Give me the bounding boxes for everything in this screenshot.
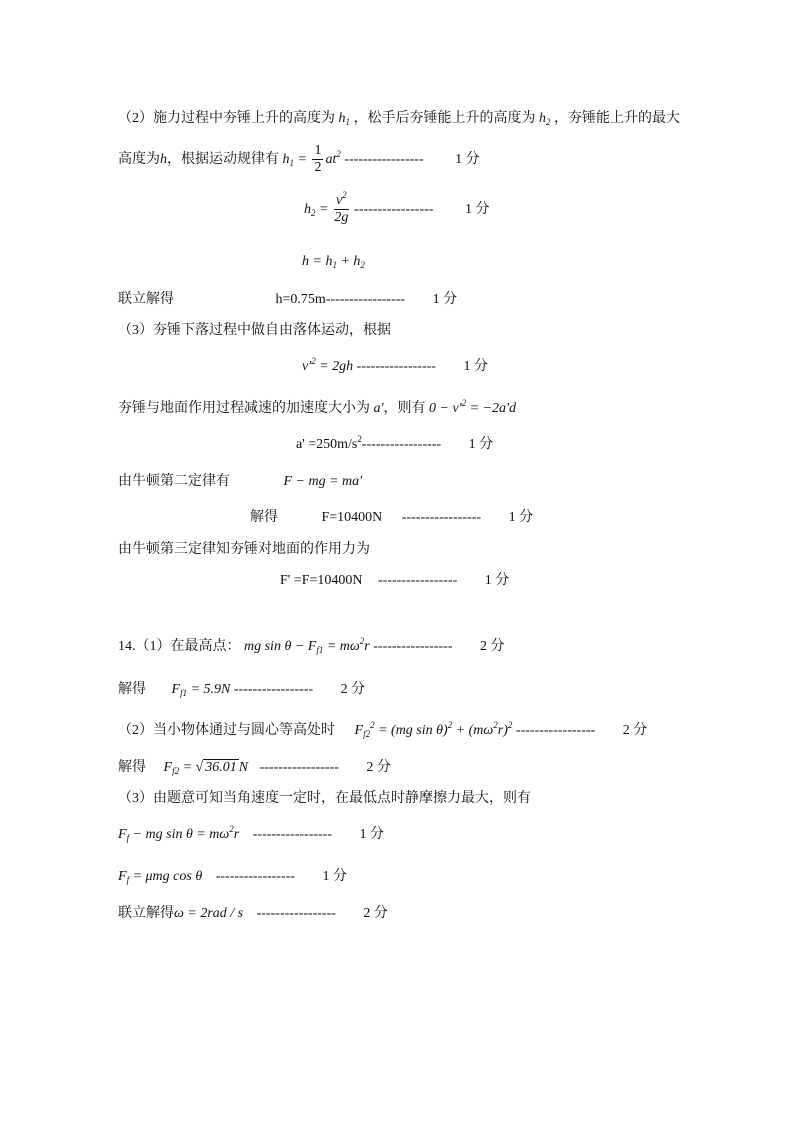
a-result: a' =250m/s	[296, 437, 358, 452]
dashes: -----------------	[378, 573, 458, 588]
F-result-line	[250, 509, 533, 527]
part3-decel: 夯锤与地面作用过程减速的加速度大小为 a'，则有 $0 - v'^2 = -2a'd$	[118, 398, 517, 416]
a-result-line: $a' =250m/s^2-----------------$ 1 分	[296, 434, 494, 452]
score: 2 分	[366, 760, 391, 775]
h1-symbol: $h_1$	[338, 111, 350, 127]
F-prime-line	[280, 572, 509, 590]
score: 1 分	[359, 827, 385, 842]
h2-symbol: $h_2$	[539, 111, 551, 127]
score: 1 分	[322, 869, 347, 884]
q14-Ff1-line: 解得 $F_{f1} = 5.9N$ ----------------- 2 分	[118, 682, 366, 698]
text: 夯锤与地面作用过程减速的加速度大小为	[118, 401, 370, 416]
text: 解得	[250, 510, 278, 525]
score: 1 分	[508, 510, 534, 525]
score: 1 分	[464, 202, 490, 217]
text: 解得	[118, 682, 146, 697]
score: 2 分	[480, 639, 505, 654]
F-prime: F' =F=10400N	[280, 573, 363, 588]
text: 联立解得	[118, 906, 174, 921]
dashes: -----------------	[361, 437, 442, 452]
score: 1 分	[484, 573, 510, 588]
score: 2 分	[622, 723, 648, 738]
score: 2 分	[340, 682, 366, 697]
dashes: -----------------	[356, 359, 436, 374]
text: 由牛顿第二定律有	[118, 474, 230, 489]
omega-value: 2rad / s	[200, 906, 244, 921]
text: ，松手后夯锤能上升的高度为	[353, 111, 536, 126]
part3-intro: （3）夯锤下落过程中做自由落体运动，根据	[118, 323, 391, 338]
dashes: -----------------	[325, 292, 406, 307]
dashes: -----------------	[515, 723, 596, 738]
dashes: -----------------	[344, 152, 424, 167]
part2-combine	[118, 291, 457, 309]
h-result: h=0.75m	[275, 292, 326, 307]
dashes: -----------------	[256, 906, 336, 921]
score: 2 分	[363, 906, 388, 921]
text: （2）施力过程中夯锤上升的高度为	[118, 111, 335, 126]
eq-h2-line: $h_2$ = $\frac{v^2}{2g}$ ----------------- 1 分	[304, 190, 490, 226]
score: 1 分	[468, 437, 494, 452]
dashes: -----------------	[401, 510, 482, 525]
F-result: F=10400N	[321, 510, 383, 525]
q14-part1: 14.（1）在最高点： mg $\sin \theta - F_{f1} = m\omega^2r$ ----------------- 2 分	[118, 636, 505, 655]
q14-eq1: $F_f$ − mg $\sin \theta = m\omega^2r$ ----------------- 1 分	[118, 824, 385, 843]
q14-Ff2-line: 解得 $F_{f2}$ = √ 36.01 N ----------------- 2 分	[118, 760, 391, 776]
dashes: -----------------	[259, 760, 339, 775]
text: （2）当小物体通过与圆心等高处时	[118, 723, 335, 738]
score: 1 分	[432, 292, 458, 307]
eq-h-sum: $h = h_1 + h_2$	[302, 254, 365, 270]
part2-line2: 高度为h，根据运动规律有 $h_1$ = $\frac{1}{2}$ $at^2$ ----------------- 1 分	[118, 143, 480, 176]
dashes: -----------------	[252, 827, 333, 842]
text: 联立解得	[118, 292, 174, 307]
text: ，根据运动规律有	[167, 152, 279, 167]
text: 高度为	[118, 152, 160, 167]
score: 1 分	[463, 359, 488, 374]
eq-h1: $h_1$ = $\frac{1}{2}$ $at^2$	[282, 143, 341, 176]
Ff1-value: 5.9	[203, 682, 222, 697]
q14-part2: （2）当小物体通过与圆心等高处时 $F_{f2}^2 = (mg$ $\sin \theta)^2 + (m\omega^2r)^2$ ----------------- 2 分	[118, 720, 648, 739]
dashes: -----------------	[354, 202, 434, 217]
Ff2-value: 36.01	[205, 760, 237, 775]
part2-line1	[118, 110, 680, 128]
newton2-line: 由牛顿第二定律有 F − mg = ma'	[118, 474, 363, 489]
q14-part3: （3）由题意可知当角速度一定时，在最低点时静摩擦力最大，则有	[118, 791, 531, 806]
text: ，夯锤能上升的最大	[554, 111, 680, 126]
dashes: -----------------	[233, 682, 314, 697]
score: 1 分	[455, 152, 480, 167]
text: ，则有	[383, 401, 426, 416]
q14-eq2: $F_f = \mu mg$ cos θ ----------------- 1 分	[118, 869, 347, 885]
text: 14.（1）在最高点：	[118, 639, 241, 654]
newton3-line: 由牛顿第三定律知夯锤对地面的作用力为	[118, 542, 370, 557]
eq-v-prime: $v'^2 = 2gh$ ----------------- 1 分	[302, 356, 488, 374]
q14-omega-line: 联立解得ω = 2rad / s ----------------- 2 分	[118, 906, 388, 921]
text: 解得	[118, 760, 146, 775]
dashes: -----------------	[373, 639, 453, 654]
dashes: -----------------	[215, 869, 295, 884]
